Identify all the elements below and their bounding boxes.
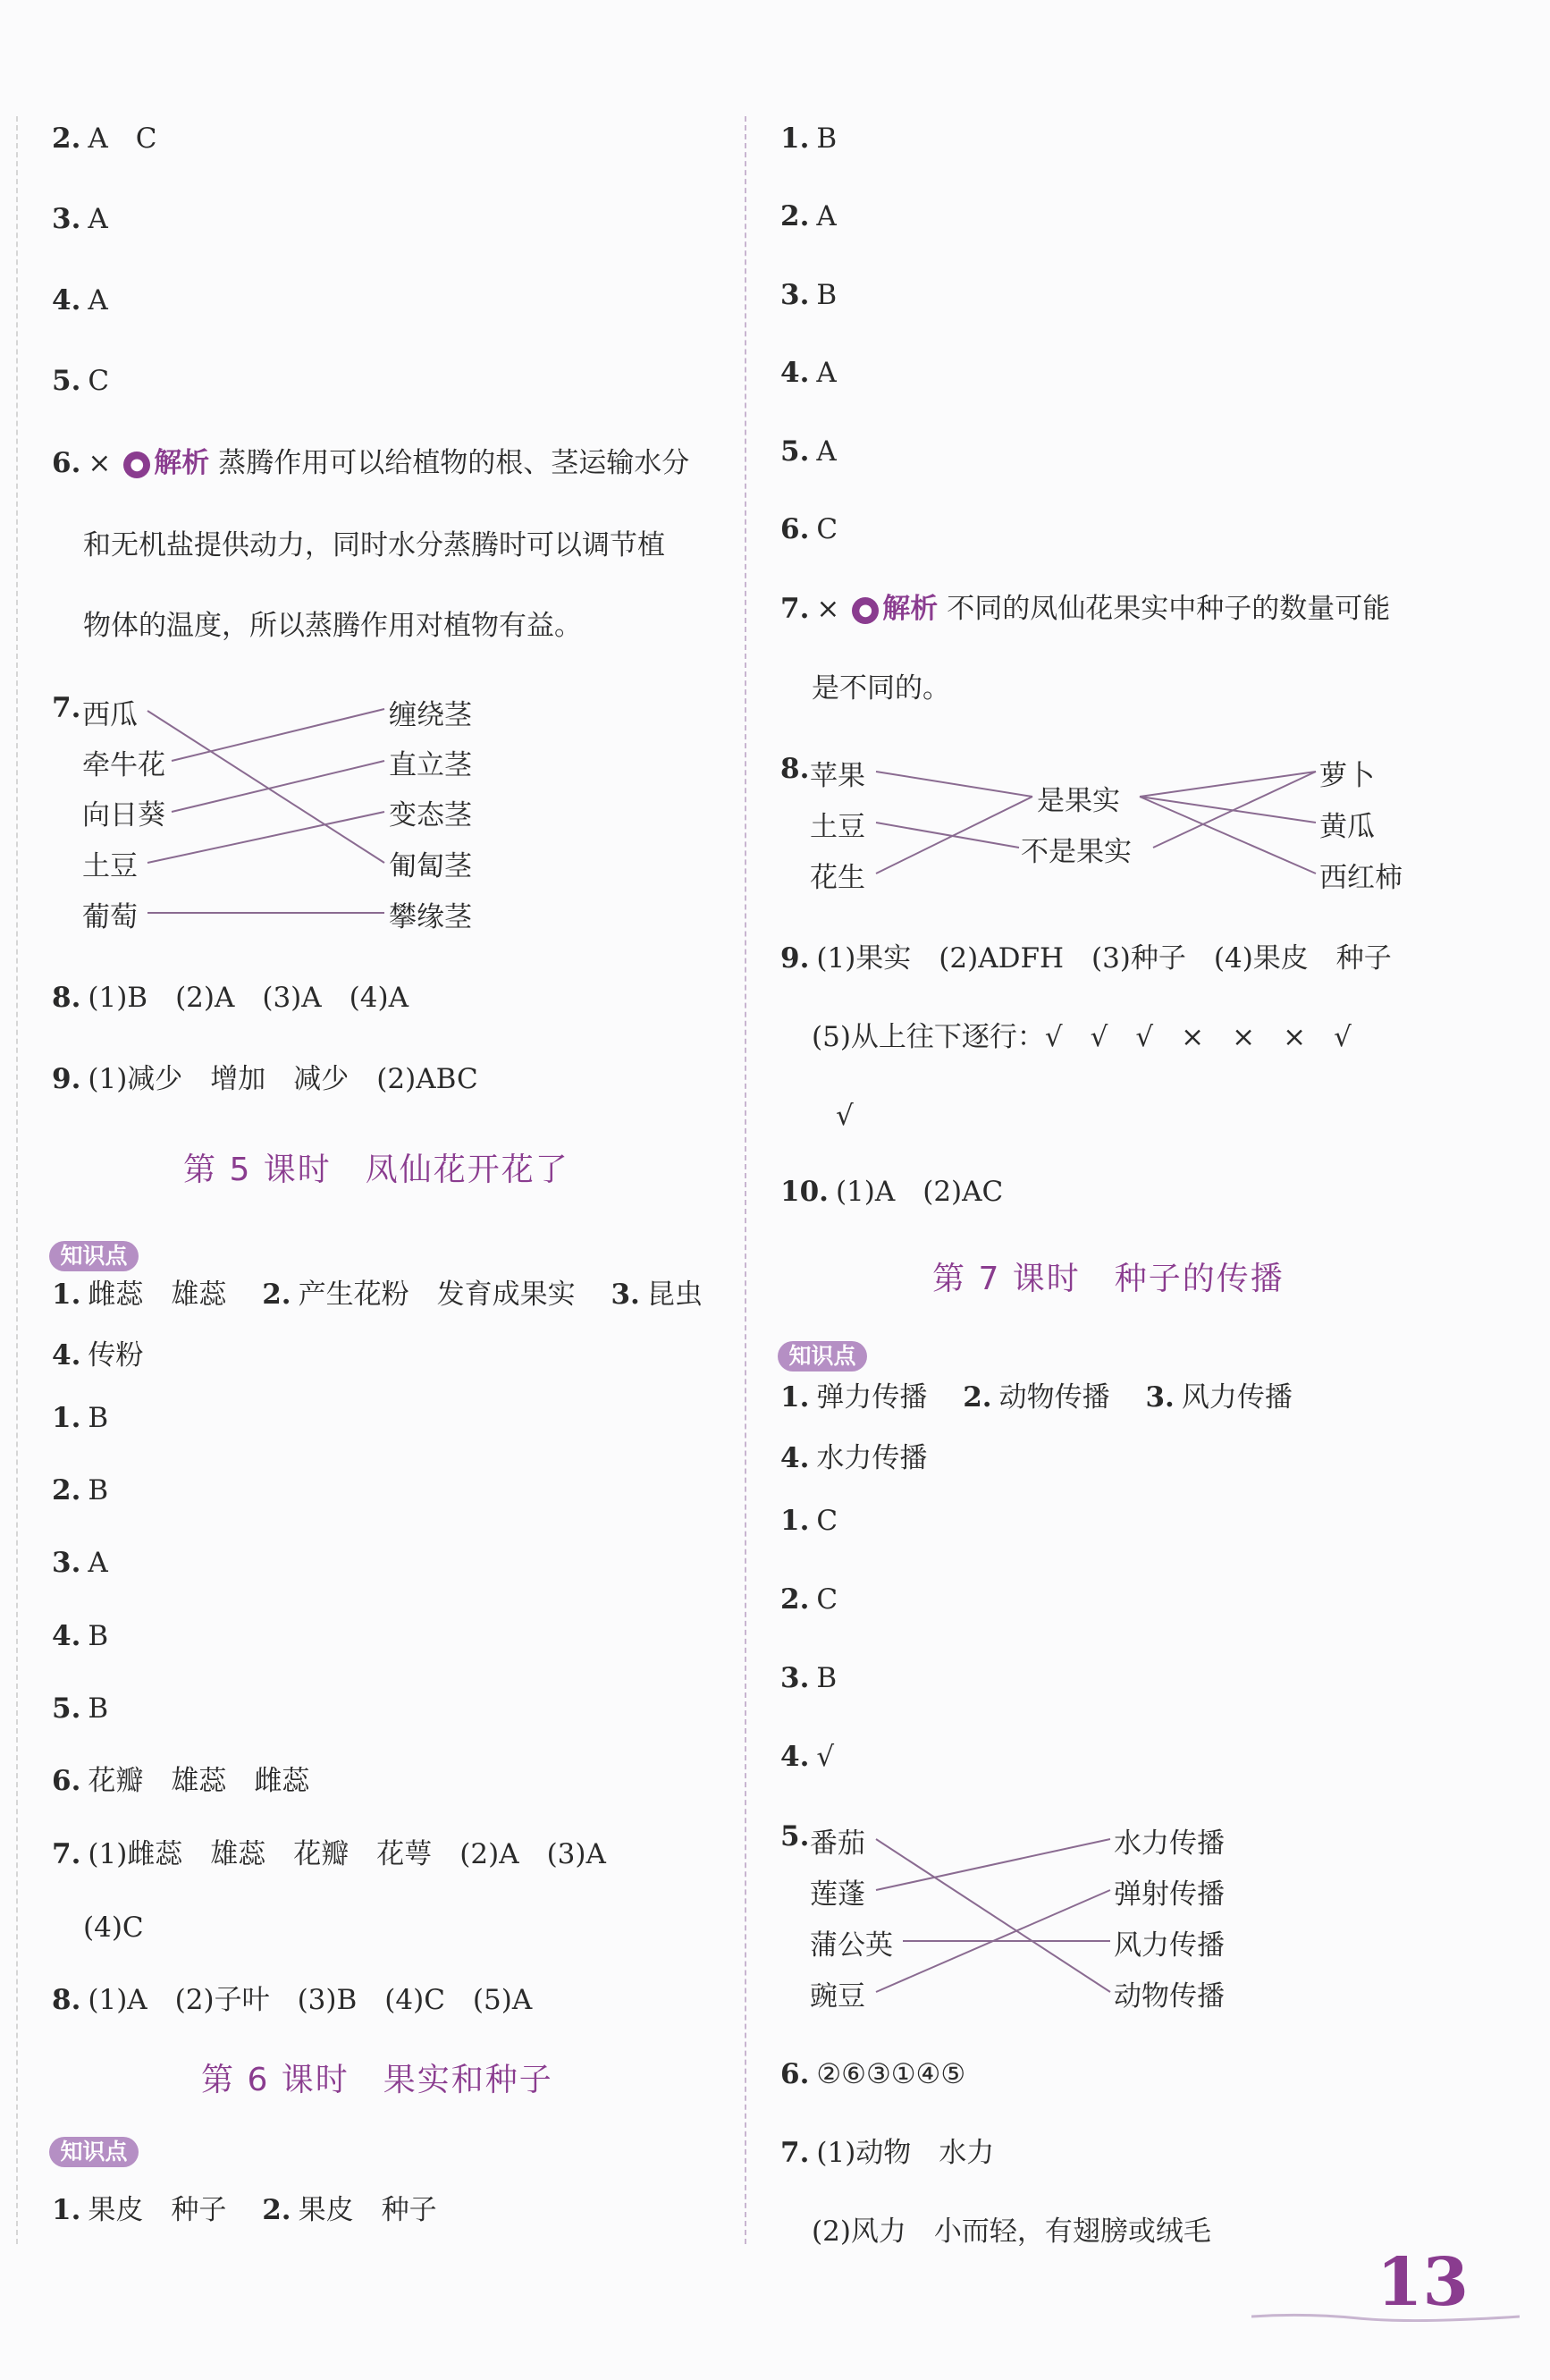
knowledge-line: 1. 雌蕊 雄蕊 2. 产生花粉 发育成果实 3. 昆虫 bbox=[52, 1279, 703, 1311]
answer-line: 5. A bbox=[780, 435, 837, 468]
match-question-number: 8. bbox=[780, 753, 810, 785]
answer-line: 9. (1)减少 增加 减少 (2)ABC bbox=[52, 1063, 478, 1095]
match-left-item: 花生 bbox=[810, 862, 865, 894]
match-right-item: 萝卜 bbox=[1319, 760, 1375, 792]
answer-line: (2)风力 小而轻，有翅膀或绒毛 bbox=[812, 2215, 1211, 2248]
knowledge-badge: 知识点 bbox=[49, 2137, 139, 2167]
knowledge-badge: 知识点 bbox=[49, 1241, 139, 1271]
match-left-item: 向日葵 bbox=[82, 799, 165, 831]
answer-line: 4. √ bbox=[780, 1741, 835, 1773]
match-mid-item: 是果实 bbox=[1037, 785, 1120, 817]
analysis-icon: ● bbox=[852, 597, 879, 624]
answer-line: 4. A bbox=[780, 357, 837, 389]
answer-line: 5. B bbox=[52, 1692, 109, 1725]
match-right-item: 缠绕茎 bbox=[389, 699, 472, 731]
match-question-number: 7. bbox=[52, 692, 81, 724]
match-right-item: 攀缘茎 bbox=[389, 901, 472, 933]
match-right-item: 西红柿 bbox=[1319, 862, 1403, 894]
answer-line: 9. (1)果实 (2)ADFH (3)种子 (4)果皮 种子 bbox=[780, 942, 1392, 975]
knowledge-line: 1. 果皮 种子 2. 果皮 种子 bbox=[52, 2194, 437, 2226]
match-left-item: 牵牛花 bbox=[82, 749, 165, 781]
answer-line: √ bbox=[836, 1100, 854, 1132]
answer-line: 7. (1)动物 水力 bbox=[780, 2137, 995, 2169]
match-left-item: 西瓜 bbox=[82, 699, 138, 731]
answer-line: 3. A bbox=[52, 203, 108, 235]
answer-line: (4)C bbox=[83, 1912, 144, 1944]
answer-line: 4. A bbox=[52, 284, 108, 316]
analysis-icon: ● bbox=[123, 452, 150, 478]
match-left-item: 葡萄 bbox=[82, 901, 138, 933]
match-right-item: 黄瓜 bbox=[1319, 811, 1375, 843]
answer-line: 3. A bbox=[52, 1547, 108, 1579]
analysis-line: 和无机盐提供动力，同时水分蒸腾时可以调节植 bbox=[83, 529, 665, 561]
answer-line: 1. B bbox=[780, 122, 838, 155]
knowledge-line: 4. 水力传播 bbox=[780, 1442, 928, 1474]
analysis-line: 6. × ● 解析 蒸腾作用可以给植物的根、茎运输水分 bbox=[52, 447, 690, 479]
knowledge-line: 1. 弹力传播 2. 动物传播 3. 风力传播 bbox=[780, 1381, 1293, 1414]
match-line bbox=[876, 1839, 1110, 1890]
answer-line: 2. B bbox=[52, 1474, 109, 1506]
answer-line: 8. (1)B (2)A (3)A (4)A bbox=[52, 982, 409, 1014]
knowledge-line: 4. 传粉 bbox=[52, 1339, 144, 1371]
analysis-line: 7. × ● 解析 不同的凤仙花果实中种子的数量可能 bbox=[780, 593, 1391, 625]
answer-line: 5. C bbox=[52, 365, 110, 397]
match-left-item: 苹果 bbox=[810, 760, 865, 792]
answer-line: 2. A C bbox=[52, 122, 157, 155]
match-left-item: 蒲公英 bbox=[810, 1929, 893, 1962]
match-left-item: 土豆 bbox=[82, 850, 138, 882]
page-number: 13 bbox=[1377, 2244, 1469, 2321]
answer-line: 2. A bbox=[780, 200, 837, 232]
match-right-item: 直立茎 bbox=[389, 749, 472, 781]
match-right-item: 弹射传播 bbox=[1114, 1878, 1225, 1911]
answer-line: 1. C bbox=[780, 1505, 838, 1537]
answer-line: 3. B bbox=[780, 1662, 838, 1694]
answer-line: 4. B bbox=[52, 1620, 109, 1652]
lesson-title: 第 7 课时 种子的传播 bbox=[932, 1261, 1285, 1297]
answer-line: 8. (1)A (2)子叶 (3)B (4)C (5)A bbox=[52, 1984, 533, 2016]
match-mid-item: 不是果实 bbox=[1021, 836, 1132, 868]
match-question-number: 5. bbox=[780, 1820, 810, 1853]
answer-line: 7. (1)雌蕊 雄蕊 花瓣 花萼 (2)A (3)A bbox=[52, 1838, 606, 1870]
match-left-item: 番茄 bbox=[810, 1827, 865, 1860]
match-right-item: 动物传播 bbox=[1114, 1980, 1225, 2013]
match-right-item: 水力传播 bbox=[1114, 1827, 1225, 1860]
match-line bbox=[876, 1839, 1110, 1992]
match-left-item: 豌豆 bbox=[810, 1980, 865, 2013]
answer-line: 2. C bbox=[780, 1583, 838, 1616]
analysis-line: 是不同的。 bbox=[812, 672, 950, 705]
lesson-title: 第 6 课时 果实和种子 bbox=[201, 2062, 553, 2098]
answer-line: 6. ②⑥③①④⑤ bbox=[780, 2058, 966, 2090]
lesson-title: 第 5 课时 凤仙花开花了 bbox=[183, 1152, 569, 1188]
answer-line: 6. 花瓣 雄蕊 雌蕊 bbox=[52, 1765, 310, 1797]
answer-line: (5)从上往下逐行：√ √ √ × × × √ bbox=[812, 1021, 1352, 1053]
answer-line: 10. (1)A (2)AC bbox=[780, 1176, 1004, 1208]
answer-line: 6. C bbox=[780, 513, 838, 545]
match-left-item: 土豆 bbox=[810, 811, 865, 843]
match-right-item: 风力传播 bbox=[1114, 1929, 1225, 1962]
answer-line: 3. B bbox=[780, 279, 838, 311]
analysis-line: 物体的温度，所以蒸腾作用对植物有益。 bbox=[83, 610, 582, 642]
knowledge-badge: 知识点 bbox=[778, 1341, 867, 1371]
match-left-item: 莲蓬 bbox=[810, 1878, 865, 1911]
match-right-item: 变态茎 bbox=[389, 799, 472, 831]
match-right-item: 匍匐茎 bbox=[389, 850, 472, 882]
answer-line: 1. B bbox=[52, 1402, 109, 1434]
